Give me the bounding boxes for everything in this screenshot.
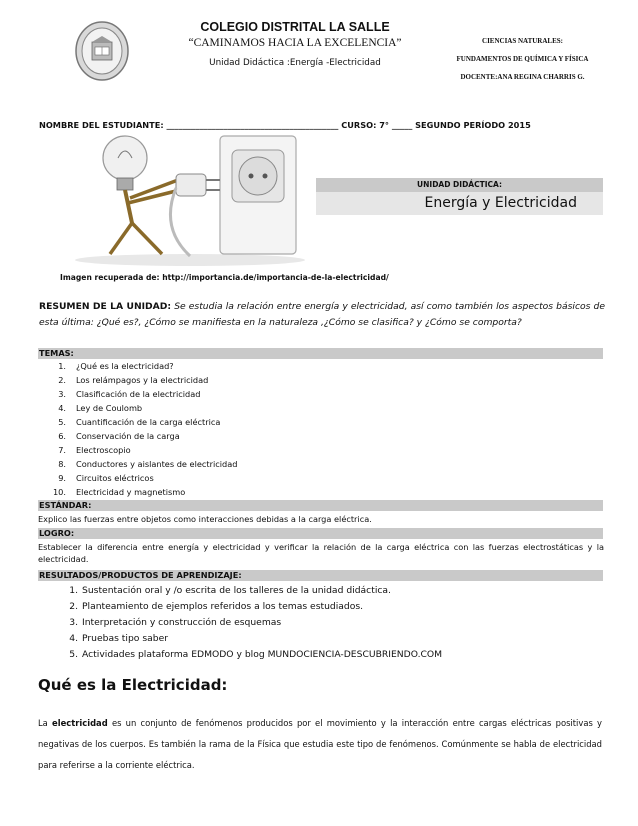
- section-title: Qué es la Electricidad:: [38, 676, 228, 694]
- summary-text: Se estudia la relación entre energía y electricidad, así como también los aspectos básicos de esta última: ¿Qué es?, ¿Cómo se manifiesta en la naturaleza ,¿Cómo se clasifica? y ¿Cómo se comporta?: [39, 301, 606, 328]
- temas-header: TEMAS:: [38, 348, 603, 359]
- list-item: 1. Sustentación oral y /o escrita de los talleres de la unidad didáctica.: [69, 585, 391, 596]
- unit-box-label: UNIDAD DIDÁCTICA:: [316, 178, 603, 192]
- highlight-term: electricidad: [52, 718, 108, 728]
- unit-summary: RESUMEN DE LA UNIDAD: Se estudia la relación entre energía y electricidad, así como también los aspectos básicos de esta última: ¿Qué es?, ¿Cómo se manifiesta en la naturaleza ,¿Cómo se clasifica? y ¿Cómo se comporta?: [39, 301, 606, 328]
- teacher-line: DOCENTE:ANA REGINA CHARRIS G.: [460, 73, 585, 81]
- school-name: COLEGIO DISTRITAL LA SALLE: [200, 20, 390, 34]
- image-caption: Imagen recuperada de: http://importancia.de/importancia-de-la-electricidad/: [60, 273, 389, 282]
- section-body: La electricidad es un conjunto de fenómenos producidos por el movimiento y la interacción entre cargas eléctricas positivas y negativas de los cuerpos. Es también la rama de la Física que estudia este tipo de fenómenos. Comúnmente se habla de electricidad para referirse a la corriente eléctrica.: [38, 718, 603, 770]
- list-item: 9. Circuitos eléctricos: [58, 473, 154, 483]
- estandar-header: ESTÁNDAR:: [38, 500, 603, 511]
- student-info-line: NOMBRE DEL ESTUDIANTE: __________________________________________ CURSO: 7° _____ SEGUNDO PERÍODO 2015: [39, 120, 531, 130]
- resultados-header: RESULTADOS/PRODUCTOS DE APRENDIZAJE:: [38, 570, 603, 581]
- list-item: 3. Interpretación y construcción de esquemas: [69, 617, 282, 628]
- list-item: 4. Pruebas tipo saber: [69, 633, 169, 644]
- list-item: 8. Conductores y aislantes de electricidad: [58, 459, 238, 469]
- resultados-list: [0, 583, 600, 663]
- logro-text: Establecer la diferencia entre energía y electricidad y verificar la relación de la carga eléctrica con las fuerzas electrostáticas y la electricidad.: [38, 542, 604, 564]
- list-item: 1. ¿Qué es la electricidad?: [58, 361, 174, 371]
- list-item: 10. Electricidad y magnetismo: [52, 487, 186, 497]
- school-logo: [74, 20, 130, 82]
- list-item: 5. Actividades plataforma EDMODO y blog MUNDOCIENCIA-DESCUBRIENDO.COM: [69, 649, 443, 660]
- subject-line: CIENCIAS NATURALES:: [482, 37, 563, 45]
- temas-list: [0, 359, 600, 499]
- list-item: 4. Ley de Coulomb: [58, 403, 143, 413]
- list-item: 6. Conservación de la carga: [58, 431, 180, 441]
- list-item: 7. Electroscopio: [58, 445, 131, 455]
- list-item: 2. Los relámpagos y la electricidad: [58, 375, 209, 385]
- subject-detail: FUNDAMENTOS DE QUÍMICA Y FÍSICA: [456, 55, 589, 63]
- estandar-text: Explico las fuerzas entre objetos como interacciones debidas a la carga eléctrica.: [38, 514, 372, 524]
- logro-header: LOGRO:: [38, 528, 603, 539]
- unit-box: [316, 178, 603, 215]
- summary-label: RESUMEN DE LA UNIDAD: [39, 301, 168, 312]
- school-motto: “CAMINAMOS HACIA LA EXCELENCIA”: [188, 37, 402, 49]
- unit-box-title: Energía y Electricidad: [316, 192, 603, 215]
- list-item: 5. Cuantificación de la carga eléctrica: [58, 417, 221, 427]
- unit-subtitle: Unidad Didáctica :Energía -Electricidad: [209, 58, 381, 68]
- list-item: 2. Planteamiento de ejemplos referidos a los temas estudiados.: [69, 601, 364, 612]
- list-item: 3. Clasificación de la electricidad: [58, 389, 201, 399]
- electricity-illustration: [70, 128, 320, 268]
